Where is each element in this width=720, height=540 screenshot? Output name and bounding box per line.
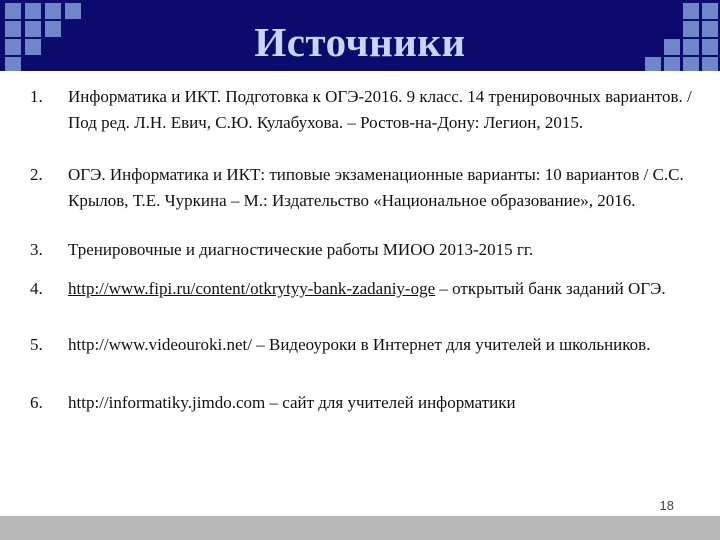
- source-text: – открытый банк заданий ОГЭ.: [435, 279, 666, 298]
- source-text-container: [68, 276, 708, 302]
- source-number: 3.: [30, 240, 43, 259]
- source-text: ОГЭ. Информатика и ИКТ: типовые экзаменационные варианты: 10 вариантов / С.С. Крылов, Т.Е. Чуркина – М.: Издательство «Национальное образование», 2016.: [68, 165, 684, 210]
- source-text: Информатика и ИКТ. Подготовка к ОГЭ-2016. 9 класс. 14 тренировочных вариантов. / Под ред. Л.Н. Евич, С.Ю. Кулабухова. – Ростов-на-Дону: Легион, 2015.: [68, 87, 692, 132]
- fipi-link[interactable]: http://www.fipi.ru/content/otkrytyy-bank-zadaniy-oge: [68, 279, 436, 298]
- source-text: Тренировочные и диагностические работы МИОО 2013-2015 гг.: [68, 240, 534, 259]
- footer-bar: [0, 516, 720, 540]
- source-number: 2.: [30, 165, 43, 184]
- source-number: 4.: [30, 279, 43, 298]
- header-divider: [0, 71, 720, 74]
- slide-header: [0, 0, 720, 74]
- decor-square: [702, 3, 718, 19]
- source-text: http://www.videouroki.net/ – Видеоуроки в Интернет для учителей и школьников.: [68, 335, 651, 354]
- decor-square: [65, 3, 81, 19]
- decor-square: [5, 3, 21, 19]
- decor-square: [45, 3, 61, 19]
- decor-square: [25, 3, 41, 19]
- slide-title: Источники: [254, 19, 466, 65]
- page-number: 18: [659, 498, 674, 513]
- source-number: 6.: [30, 393, 43, 412]
- decor-square: [683, 3, 699, 19]
- source-number: 5.: [30, 335, 43, 354]
- source-number: 1.: [30, 87, 43, 106]
- source-text: http://informatiky.jimdo.com – сайт для учителей информатики: [68, 393, 516, 412]
